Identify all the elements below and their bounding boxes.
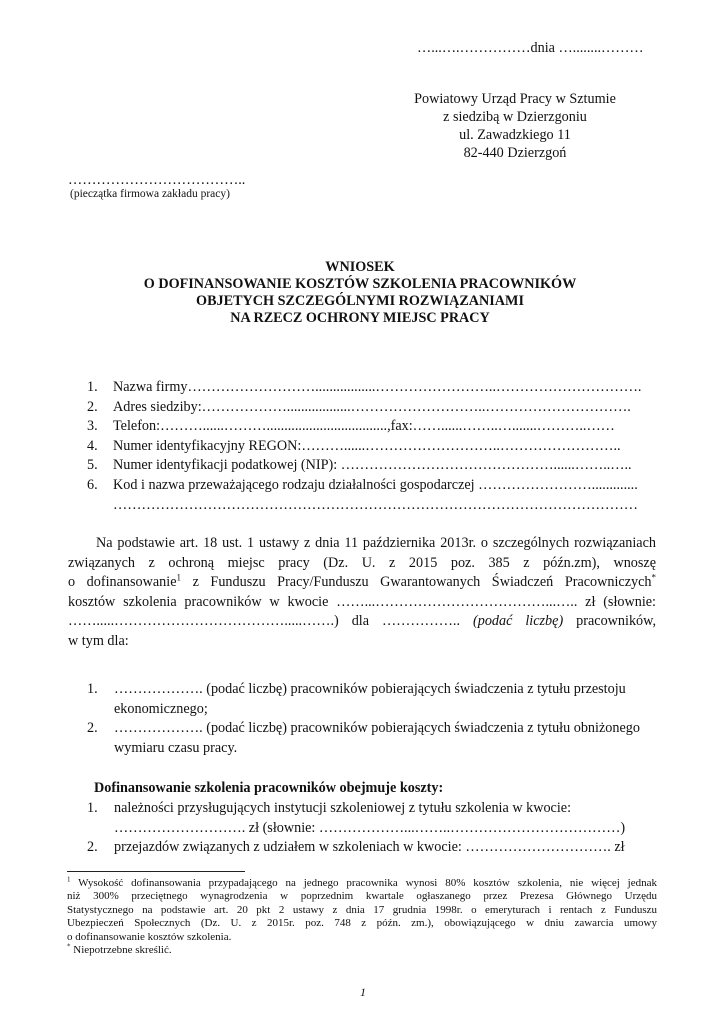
field-nip[interactable]: 5. Numer identyfikacji podatkowej (NIP): ………………………………………......……..….. xyxy=(87,457,632,474)
title-line-3: OBJETYCH SZCZEGÓLNYMI ROZWIĄZANIAMI xyxy=(196,293,524,309)
field-phone-fax[interactable]: 3. Telefon:………......………..................................,fax:……......……..….......………..…… xyxy=(87,418,615,435)
footnote-1-line-2: niż 300% przeciętnego wynagrodzenia w poprzednim kwartale ogłaszanego przez Prezesa Głównego Urzędu xyxy=(67,890,657,903)
footnote-ref-1: 1 xyxy=(176,572,181,583)
worker-item-2-line-1[interactable]: ………………. (podać liczbę) pracowników pobierających świadczenia z tytułu obniżonego xyxy=(114,720,640,736)
field-pkd-continuation[interactable]: ………………………………………………………………………………………………… xyxy=(113,496,638,513)
worker-item-1: 1. ………………. (podać liczbę) pracowników pobierających świadczenia z tytułu przestoju ekonomicznego; xyxy=(87,680,657,720)
request-paragraph xyxy=(68,534,656,652)
footnote-1-line-4: Ubezpieczeń Społecznych (Dz. U. z 2015r. poz. 748 z późn. zm.), obowiązującego w dniu zawarcia umowy xyxy=(67,917,657,930)
stamp-placeholder: ……………………………….. xyxy=(68,172,246,188)
title-line-1: WNIOSEK xyxy=(325,259,395,275)
office-city: 82-440 Dzierzgoń xyxy=(463,145,567,161)
paragraph-line-3: o dofinansowanie$^1$ z Funduszu Pracy/Funduszu Gwarantowanych Świadczeń Pracowniczych* xyxy=(68,572,656,591)
footnote-1-line-3: Statystycznego na podstawie art. 20 pkt 2 ustawy z dnia 17 grudnia 1998r. o emeryturach i rentach z Funduszu xyxy=(67,903,657,916)
field-regon[interactable]: 4. Numer identyfikacyjny REGON:………......………………………..…………………….. xyxy=(87,437,621,454)
company-fields-list xyxy=(87,378,641,515)
stamp-label: (pieczątka firmowa zakładu pracy) xyxy=(70,188,230,200)
worker-item-2: 2. ………………. (podać liczbę) pracowników pobierających świadczenia z tytułu obniżonego wymiaru czasu pracy. xyxy=(87,719,657,759)
footnotes xyxy=(67,877,657,957)
office-address xyxy=(360,90,670,162)
office-name: Powiatowy Urząd Pracy w Sztumie xyxy=(414,91,616,107)
paragraph-line-2: związanych z ochroną miejsc pracy (Dz. U. z 2015 poz. 385 z późn.zm), wnoszę xyxy=(68,554,656,571)
worker-item-1-line-1[interactable]: ………………. (podać liczbę) pracowników pobierających świadczenia z tytułu przestoju xyxy=(114,681,626,697)
title-line-4: NA RZECZ OCHRONY MIEJSC PRACY xyxy=(230,310,490,326)
footnote-separator xyxy=(67,871,245,872)
date-line: …...….……………dnia …........……… xyxy=(417,40,644,56)
worker-item-1-line-2: ekonomicznego; xyxy=(114,700,208,717)
title-line-2: O DOFINANSOWANIE KOSZTÓW SZKOLENIA PRACOWNIKÓW xyxy=(143,276,577,292)
document-title xyxy=(40,259,680,327)
office-street: ul. Zawadzkiego 11 xyxy=(459,127,571,143)
office-seat: z siedzibą w Dzierzgoniu xyxy=(443,109,587,125)
paragraph-line-5: …….....……………………………….....…….) dla …………….. (podać liczbę) pracowników, xyxy=(68,613,656,630)
paragraph-line-6: w tym dla: xyxy=(68,632,129,649)
cost-item-1-line-2[interactable]: ………………………. zł (słownie: ………………...……..………………………………) xyxy=(114,819,626,836)
cost-item-1: 1. należności przysługujących instytucji szkoleniowej z tytułu szkolenia w kwocie: ………………………. zł (słownie: ………………...……..………………………………) xyxy=(87,799,657,839)
footnote-1-line-1: $^1$ Wysokość dofinansowania przypadającego na jednego pracownika wynosi 80% kosztów szkolenia, nie więcej jednak xyxy=(67,875,657,889)
paragraph-line-1: Na podstawie art. 18 ust. 1 ustawy z dnia 11 października 2013r. o szczególnych rozwiązaniach xyxy=(96,535,656,551)
cost-item-2-line-1[interactable]: przejazdów związanych z udziałem w szkoleniach w kwocie: …………………………. zł xyxy=(114,839,625,855)
paragraph-line-4: kosztów szkolenia pracowników w kwocie ……...………………………………...….. zł (słownie: xyxy=(68,593,656,610)
footnote-ref-star: * xyxy=(651,572,656,583)
field-address[interactable]: 2. Adres siedziby:………………..................………………………..…………………………. xyxy=(87,398,631,415)
worker-item-2-line-2: wymiaru czasu pracy. xyxy=(114,739,238,756)
cost-item-2: 2. przejazdów związanych z udziałem w szkoleniach w kwocie: …………………………. zł xyxy=(87,838,657,858)
costs-heading: Dofinansowanie szkolenia pracowników obejmuje koszty: xyxy=(94,780,444,796)
cost-item-1-line-1: należności przysługujących instytucji szkoleniowej z tytułu szkolenia w kwocie: xyxy=(114,800,572,816)
page-number: 1 xyxy=(360,985,366,999)
field-company-name[interactable]: 1. Nazwa firmy……………………….................……………………..…………………………. xyxy=(87,379,642,395)
footnote-2: * Niepotrzebne skreślić. xyxy=(67,942,172,956)
field-pkd[interactable]: 6. Kod i nazwa przeważającego rodzaju działalności gospodarczej ……………………............. xyxy=(87,476,638,493)
footnote-1-line-5: o dofinansowanie kosztów szkolenia. xyxy=(67,930,232,943)
